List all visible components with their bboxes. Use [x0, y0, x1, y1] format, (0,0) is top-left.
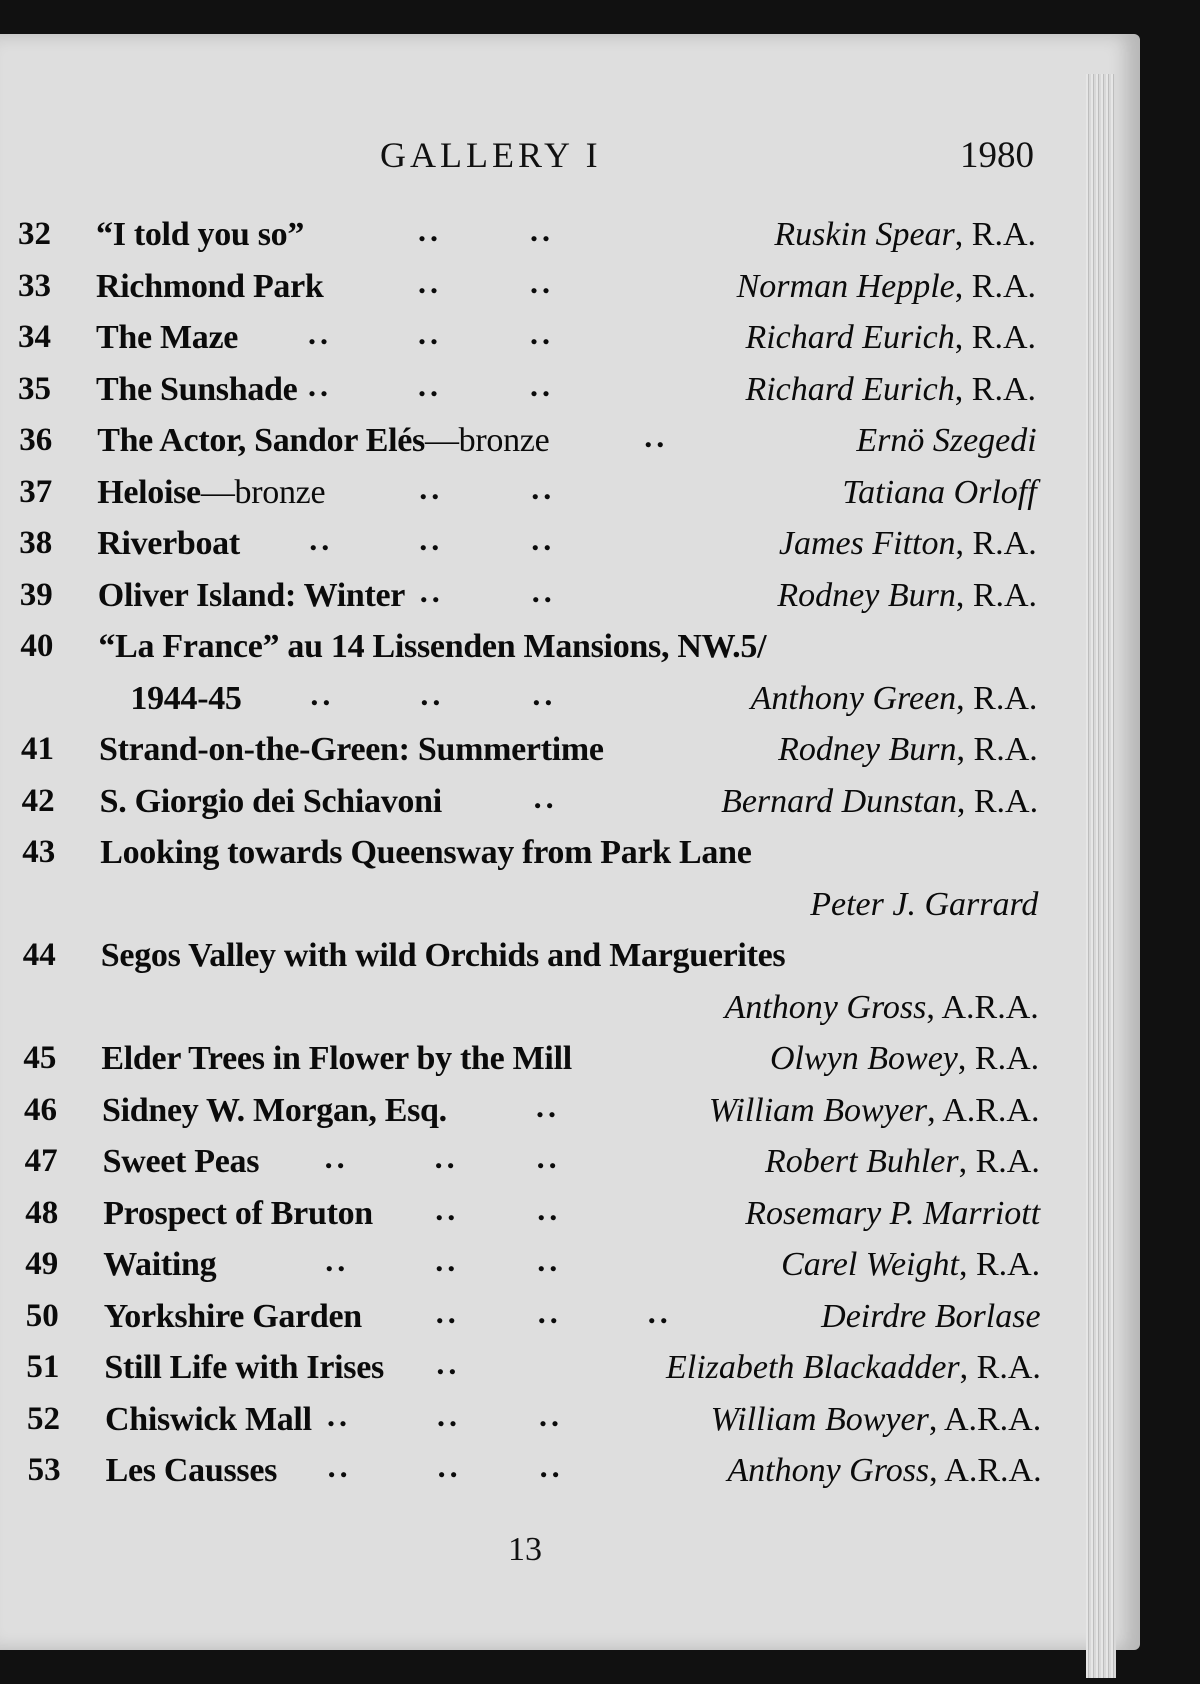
- dot-leader: ..: [437, 1448, 462, 1484]
- artist-name: Ernö Szegedi: [856, 422, 1037, 459]
- entry-title-text: Les Causses: [105, 1452, 278, 1489]
- dot-leader: ..: [536, 1139, 561, 1175]
- dot-leader: ..: [419, 521, 444, 557]
- artist-name: Bernard Dunstan: [721, 782, 957, 820]
- dot-leader: ..: [530, 315, 554, 351]
- entry-title-text: “La France” au 14 Lissenden Mansions, NW.5/: [98, 628, 767, 665]
- dot-leader: ..: [418, 366, 442, 403]
- artist-honour: , R.A.: [955, 576, 1038, 614]
- entry-title-text: The Maze: [96, 319, 239, 356]
- entry-artist: [810, 886, 1038, 924]
- dot-leader: ..: [647, 1293, 672, 1330]
- entry-number: 42: [21, 782, 55, 819]
- artist-name: Deirdre Borlase: [821, 1297, 1041, 1335]
- dot-leader: ..: [531, 572, 556, 609]
- artist-honour: , R.A.: [954, 370, 1036, 408]
- artist-name: Olwyn Bowey: [770, 1040, 958, 1077]
- entry-artist: [770, 1040, 1039, 1078]
- catalogue-entry: [18, 470, 1038, 522]
- artist-honour: , R.A.: [955, 525, 1037, 562]
- entry-title: [104, 1349, 384, 1387]
- entry-list: [18, 212, 1042, 1500]
- catalogue-entry: [18, 367, 1038, 419]
- dot-leader: ..: [435, 1190, 460, 1227]
- entry-artist: [737, 268, 1036, 306]
- entry-artist: [666, 1349, 1041, 1387]
- dot-leader: ..: [419, 572, 444, 609]
- dot-leader: ..: [436, 1345, 461, 1381]
- dot-leader: ..: [418, 315, 442, 351]
- entry-title: [97, 525, 240, 563]
- entry-title: [102, 1092, 447, 1130]
- entry-title-text: Segos Valley with wild Orchids and Marguerites: [100, 937, 786, 974]
- dot-leader: ..: [532, 675, 557, 712]
- artist-honour: , R.A.: [956, 731, 1038, 768]
- catalogue-entry: [18, 315, 1038, 367]
- dot-leader: ..: [530, 212, 554, 248]
- entry-artist: [781, 1246, 1040, 1284]
- artist-name: James Fitton: [778, 525, 956, 562]
- entry-title: [103, 1195, 373, 1233]
- dot-leader: ..: [537, 1190, 562, 1227]
- entry-number: 49: [25, 1246, 59, 1282]
- dot-leader: ..: [531, 469, 556, 506]
- entry-number: 39: [19, 576, 53, 613]
- dot-leader: ..: [644, 418, 669, 454]
- artist-honour: , A.R.A.: [929, 1452, 1042, 1489]
- artist-honour: , R.A.: [957, 1040, 1040, 1077]
- artist-honour: , A.R.A.: [928, 1400, 1042, 1438]
- entry-title-text: “I told you so”: [96, 216, 305, 253]
- dot-leader: ..: [308, 366, 332, 403]
- entry-number: 32: [18, 216, 51, 252]
- entry-number: 40: [20, 628, 54, 664]
- entry-title-text: Still Life with Irises: [104, 1349, 384, 1386]
- entry-title: [101, 1040, 571, 1078]
- entry-title: [97, 474, 325, 512]
- entry-artist: [778, 731, 1038, 769]
- artist-name: Peter J. Garrard: [810, 885, 1039, 923]
- entry-number: 38: [19, 525, 53, 561]
- artist-name: Carel Weight: [781, 1246, 959, 1283]
- entry-title: [103, 1143, 260, 1181]
- dot-leader: ..: [310, 675, 335, 712]
- entry-title-text: Heloise: [97, 473, 201, 511]
- entry-title: [98, 628, 766, 666]
- entry-artist: [856, 422, 1036, 460]
- artist-name: Norman Hepple: [736, 267, 955, 305]
- entry-title: [101, 937, 786, 975]
- entry-artist: [821, 1298, 1040, 1336]
- artist-name: William Bowyer: [708, 1091, 928, 1129]
- catalogue-entry: [18, 212, 1038, 264]
- dot-leader: ..: [418, 263, 442, 300]
- artist-honour: , A.R.A.: [927, 1091, 1040, 1129]
- artist-honour: , R.A.: [958, 1246, 1041, 1283]
- catalogue-page: [0, 34, 1140, 1650]
- artist-name: Robert Buhler: [765, 1143, 959, 1180]
- dot-leader: ..: [437, 1396, 461, 1433]
- artist-name: Richard Eurich: [745, 319, 955, 356]
- page-header: [0, 134, 1040, 184]
- entry-title-text: Prospect of Bruton: [103, 1194, 373, 1232]
- entry-number: 50: [25, 1297, 59, 1334]
- entry-number: 37: [19, 473, 53, 510]
- dot-leader: ..: [537, 1242, 562, 1278]
- entry-title-text: Sidney W. Morgan, Esq.: [102, 1091, 447, 1129]
- page-edge: [1086, 74, 1116, 1678]
- artist-honour: , R.A.: [954, 319, 1036, 356]
- entry-number: 44: [22, 937, 56, 973]
- entry-artist: [721, 783, 1038, 821]
- dot-leader: ..: [434, 1139, 459, 1175]
- artist-name: Tatiana Orloff: [842, 473, 1037, 511]
- entry-artist: [779, 525, 1037, 563]
- entry-title-text: Elder Trees in Flower by the Mill: [101, 1040, 572, 1077]
- catalogue-entry: [18, 1242, 1041, 1294]
- entry-artist: [711, 1401, 1042, 1439]
- catalogue-entry: [18, 779, 1038, 831]
- artist-name: Anthony Gross: [727, 1452, 930, 1489]
- year: 1980: [960, 135, 1034, 176]
- artist-name: Rodney Burn: [778, 731, 957, 768]
- catalogue-entry: [18, 830, 1038, 882]
- catalogue-entry: [18, 1345, 1041, 1397]
- entry-title-text: The Actor, Sandor Elés: [97, 422, 425, 459]
- entry-number: 43: [22, 834, 56, 870]
- entry-artist: [725, 989, 1039, 1027]
- entry-title: [99, 731, 604, 769]
- dot-leader: ..: [530, 263, 554, 300]
- dot-leader: ..: [537, 1293, 562, 1330]
- artist-honour: , R.A.: [958, 1143, 1040, 1180]
- entry-medium: —bronze: [424, 422, 550, 459]
- entry-title: [103, 1246, 216, 1284]
- entry-title-text: The Sunshade: [96, 370, 298, 408]
- artist-honour: , R.A.: [956, 782, 1039, 820]
- dot-leader: ..: [531, 521, 556, 557]
- entry-title: [104, 1298, 362, 1336]
- artist-name: Elizabeth Blackadder: [666, 1349, 960, 1386]
- catalogue-entry: [18, 1036, 1038, 1088]
- dot-leader: ..: [327, 1396, 351, 1433]
- entry-number: 35: [18, 370, 51, 407]
- dot-leader: ..: [539, 1396, 563, 1433]
- catalogue-entry: [18, 1448, 1042, 1500]
- entry-title: [100, 834, 751, 872]
- entry-title: [96, 216, 304, 254]
- dot-leader: ..: [308, 315, 332, 351]
- entry-title-text: Waiting: [103, 1246, 217, 1283]
- entry-title-text: Looking towards Queensway from Park Lane: [100, 834, 752, 871]
- entry-number: 48: [25, 1194, 59, 1231]
- entry-title: [130, 680, 241, 718]
- artist-honour: , A.R.A.: [926, 988, 1039, 1026]
- entry-artist: [842, 474, 1036, 512]
- entry-number: 47: [24, 1143, 58, 1179]
- dot-leader: ..: [418, 212, 442, 248]
- entry-number: 51: [26, 1349, 60, 1385]
- entry-title-text: Chiswick Mall: [105, 1400, 312, 1438]
- artist-honour: , R.A.: [954, 216, 1036, 253]
- entry-artist: [774, 216, 1036, 254]
- entry-title-text: Yorkshire Garden: [103, 1297, 362, 1335]
- catalogue-entry: [18, 882, 1038, 934]
- entry-number: 52: [27, 1400, 60, 1437]
- entry-artist: [727, 1452, 1041, 1490]
- dot-leader: ..: [327, 1448, 352, 1484]
- artist-name: Anthony Green: [750, 679, 957, 717]
- artist-name: Rosemary P. Marriott: [745, 1194, 1041, 1232]
- entry-title-text: Strand-on-the-Green: Summertime: [99, 731, 604, 768]
- entry-number: 36: [19, 422, 53, 458]
- page-number: 13: [508, 1531, 542, 1568]
- catalogue-entry: [18, 1088, 1038, 1140]
- entry-title-text: Riverboat: [97, 525, 240, 562]
- catalogue-entry: [18, 264, 1038, 316]
- entry-title-text: Richmond Park: [96, 267, 324, 305]
- entry-artist: [777, 577, 1037, 615]
- dot-leader: ..: [420, 675, 445, 712]
- catalogue-entry: [18, 1396, 1042, 1449]
- catalogue-entry: [18, 727, 1038, 779]
- entry-artist: [765, 1143, 1040, 1181]
- catalogue-entry: [18, 521, 1038, 573]
- catalogue-entry: [18, 985, 1038, 1037]
- entry-title-text: Sweet Peas: [102, 1143, 260, 1180]
- catalogue-entry: [18, 1293, 1041, 1346]
- entry-number: 41: [21, 731, 54, 767]
- entry-title: [105, 1401, 312, 1439]
- entry-artist: [745, 319, 1036, 357]
- entry-title-text: Oliver Island: Winter: [97, 576, 406, 614]
- entry-title: [96, 319, 238, 357]
- entry-title: [100, 783, 442, 821]
- entry-number: 45: [23, 1040, 57, 1076]
- artist-name: Richard Eurich: [745, 370, 955, 408]
- artist-honour: , R.A.: [956, 679, 1038, 717]
- entry-artist: [709, 1092, 1040, 1130]
- artist-name: William Bowyer: [710, 1400, 929, 1438]
- artist-honour: , R.A.: [954, 267, 1036, 305]
- entry-artist: [745, 371, 1036, 409]
- entry-title: [98, 577, 405, 615]
- artist-name: Ruskin Spear: [774, 216, 955, 253]
- catalogue-entry: [18, 933, 1038, 985]
- entry-medium: —bronze: [200, 473, 326, 511]
- catalogue-entry: [18, 676, 1038, 728]
- artist-name: Rodney Burn: [777, 576, 956, 614]
- catalogue-entry: [18, 573, 1038, 625]
- artist-name: Anthony Gross: [724, 988, 927, 1026]
- dot-leader: ..: [324, 1139, 349, 1175]
- dot-leader: ..: [325, 1242, 350, 1278]
- dot-leader: ..: [530, 366, 554, 403]
- catalogue-entry: [18, 418, 1038, 470]
- dot-leader: ..: [536, 1087, 560, 1124]
- entry-number: 33: [18, 267, 51, 304]
- entry-number: 46: [24, 1091, 57, 1128]
- dot-leader: ..: [419, 469, 444, 506]
- gallery-title: GALLERY I: [380, 135, 602, 175]
- catalogue-entry: [18, 1139, 1038, 1191]
- dot-leader: ..: [435, 1293, 460, 1330]
- catalogue-entry: [18, 1190, 1041, 1243]
- entry-title: [97, 422, 549, 460]
- entry-title: [96, 268, 324, 306]
- entry-number: 34: [18, 319, 51, 355]
- dot-leader: ..: [435, 1242, 460, 1278]
- entry-artist: [751, 680, 1038, 718]
- catalogue-entry: [18, 624, 1038, 676]
- entry-title: [106, 1452, 277, 1490]
- entry-number: 53: [27, 1452, 61, 1488]
- dot-leader: ..: [309, 521, 334, 557]
- dot-leader: ..: [533, 778, 558, 815]
- artist-honour: , R.A.: [959, 1349, 1041, 1386]
- entry-artist: [745, 1195, 1040, 1233]
- entry-title-text: 1944-45: [130, 679, 242, 717]
- entry-title: [96, 371, 297, 409]
- entry-title-text: S. Giorgio dei Schiavoni: [99, 782, 442, 820]
- dot-leader: ..: [539, 1448, 564, 1484]
